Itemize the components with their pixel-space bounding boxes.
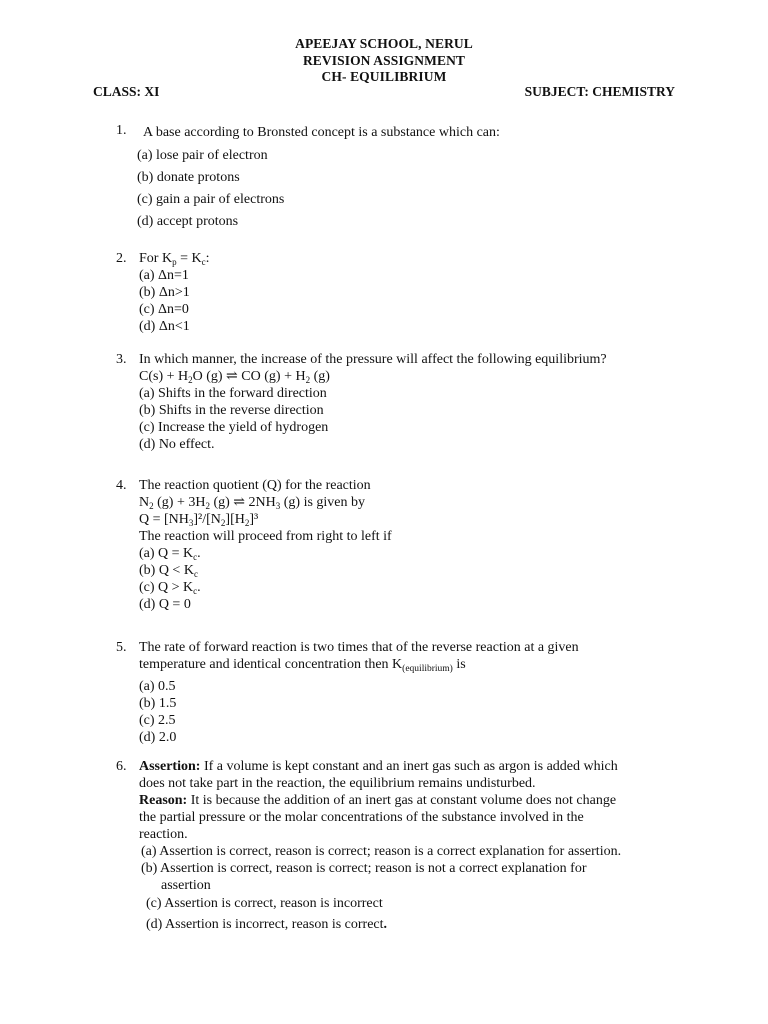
- reason-line-2: the partial pressure or the molar concentrations of the substance involved in the: [139, 810, 584, 825]
- option-d: (d) No effect.: [139, 437, 215, 452]
- option-c: (c) gain a pair of electrons: [137, 192, 285, 207]
- option-c: (c) Increase the yield of hydrogen: [139, 420, 329, 435]
- option-b: (b) Assertion is correct, reason is correct; reason is not a correct explanation for: [141, 861, 587, 876]
- question-stem: For $K_p = K_c$:: [139, 251, 210, 267]
- assignment-title: REVISION ASSIGNMENT: [302, 53, 466, 68]
- question-number: 2.: [116, 251, 127, 266]
- option-b: (b) donate protons: [137, 170, 240, 185]
- subject-label: SUBJECT: CHEMISTRY: [524, 84, 675, 99]
- option-a: (a) Shifts in the forward direction: [139, 386, 327, 401]
- question-5: [116, 639, 696, 746]
- question-6: [116, 758, 696, 933]
- class-label: CLASS: XI: [93, 84, 160, 99]
- assertion-line-2: does not take part in the reaction, the equilibrium remains undisturbed.: [139, 776, 536, 791]
- quotient-expression: $Q = [NH_3]^2/[N_2][H_2]^3$: [139, 512, 259, 528]
- option-c: (c) 2.5: [139, 713, 176, 728]
- question-stem-line-2: temperature and identical concentration then $K_{(equilibrium)}$ is: [139, 657, 466, 674]
- question-4: [116, 477, 696, 613]
- option-c: (c) Assertion is correct, reason is incorrect: [146, 896, 383, 911]
- option-d: (d) 2.0: [139, 730, 177, 745]
- reason-line-3: reaction.: [139, 827, 188, 842]
- reason-label: Reason:: [139, 793, 188, 808]
- option-b-continued: assertion: [161, 878, 211, 893]
- question-number: 6.: [116, 759, 127, 774]
- question-3: [116, 351, 696, 453]
- option-d: (d) Q = 0: [139, 597, 191, 612]
- option-a: (a) $Q = K_c$.: [139, 546, 201, 562]
- question-condition: The reaction will proceed from right to left if: [139, 529, 392, 544]
- option-b: (b) Shifts in the reverse direction: [139, 403, 324, 418]
- option-b: (b) $Q < K_c$: [139, 563, 198, 579]
- question-stem: A base according to Bronsted concept is a substance which can:: [143, 125, 500, 140]
- assertion-line-1: Assertion: If a volume is kept constant and an inert gas such as argon is added which: [139, 759, 618, 774]
- option-d: (d) Δn<1: [139, 319, 190, 334]
- question-1: [116, 122, 696, 233]
- option-b: (b) Δn>1: [139, 285, 190, 300]
- option-a: (a) Assertion is correct, reason is correct; reason is a correct explanation for assertion.: [141, 844, 622, 859]
- question-2: [116, 250, 696, 335]
- option-d: (d) Assertion is incorrect, reason is correct.: [146, 917, 388, 932]
- question-number: 3.: [116, 352, 127, 367]
- school-name: APEEJAY SCHOOL, NERUL: [295, 36, 473, 51]
- question-number: 5.: [116, 640, 127, 655]
- assertion-label: Assertion:: [139, 759, 201, 774]
- reason-line-1: Reason: It is because the addition of an inert gas at constant volume does not change: [139, 793, 617, 808]
- question-number: 1.: [116, 123, 127, 138]
- chapter-title: CH- EQUILIBRIUM: [321, 69, 447, 84]
- reaction-equation: $N_2$ $(g) + 3H_2$ (g) ⇌ $2NH_3$ (g) is given by: [139, 495, 366, 511]
- question-stem-line-1: The rate of forward reaction is two times that of the reverse reaction at a given: [139, 640, 579, 655]
- option-a: (a) 0.5: [139, 679, 176, 694]
- question-number: 4.: [116, 478, 127, 493]
- option-d: (d) accept protons: [137, 214, 239, 229]
- option-c: (c) $Q > K_c$.: [139, 580, 201, 596]
- option-b: (b) 1.5: [139, 696, 177, 711]
- question-stem: The reaction quotient (Q) for the reaction: [139, 478, 371, 493]
- option-a: (a) lose pair of electron: [137, 148, 268, 163]
- option-c: (c) Δn=0: [139, 302, 189, 317]
- equilibrium-equation: $C(s) + H_2O$ (g) ⇌ CO $(g) + H_2$ (g): [139, 369, 330, 385]
- question-stem: In which manner, the increase of the pressure will affect the following equilibrium?: [139, 352, 607, 367]
- option-a: (a) Δn=1: [139, 268, 189, 283]
